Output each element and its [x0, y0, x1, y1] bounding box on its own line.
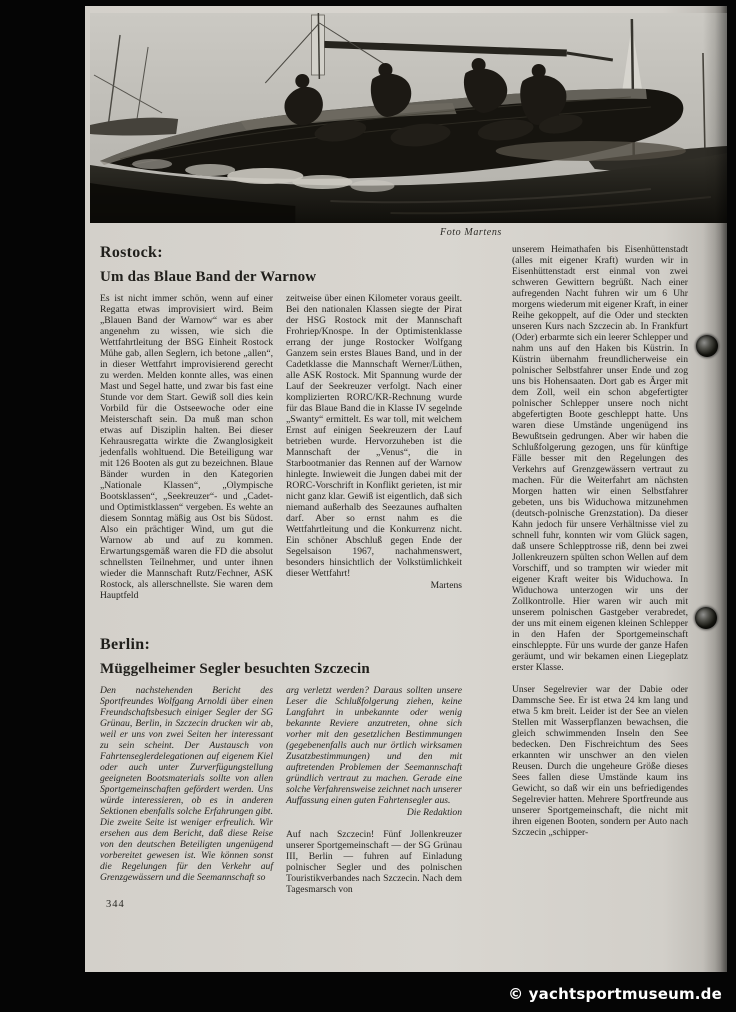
binder-hole-top [696, 335, 718, 357]
article-berlin-intro-column-1: Den nachstehenden Bericht des Sportfreundes Wolfgang Arnoldi über einen Freundschaftsbesuch einiger Segler der SG Grünau, Berlin, in Szczecin drucken wir ab, weil er uns von zwei Seiten her interessant zu sein scheint. Der Austausch von Fahrtenseglerdelegationen auf eigenem Kiel oder auch unter Zurverfügungstellung geeigneten Bootsmaterials sollte von allen Sportgemeinschaften gefördert werden. Uns würde interessieren, ob es in anderen Sektionen ebenfalls solche Erfahrungen gibt. Die zweite Seite ist weniger erfreulich. Wir ersehen aus dem Bericht, daß diese Reise von den deutschen Beteiligten ungenügend vorbereitet gewesen ist. Wie können sonst die Regelungen für den Verkehr auf Grenzgewässern und die Seemannschaft so [100, 685, 273, 883]
continuation-paragraph-2: Unser Segelrevier war der Dabie oder Dammsche See. Er ist etwa 24 km lang und etwa 5 km breit. Leider ist der See an vielen Stellen mit Wasserpflanzen bewachsen, die gleich schwimmenden Inseln den See bedecken. Den Fischreichtum des Sees erkannten wir unschwer an den vielen Reusen. Durch die ungeheure Größe dieses Sees fallen diese Umstände kaum ins Gewicht, so daß wir ein uns befriedigendes Segelrevier hatten. Mehrere Sportfreunde aus unserer Sportgemeinschaft, die nicht mit ihren eigenen Booten, sondern per Auto nach Szczecin „schipper- [512, 684, 688, 838]
article-berlin-intro-column-2-text: arg verletzt werden? Daraus sollten unsere Leser die Schlußfolgerung ziehen, keine Langfahrt in unbekannte oder wenig bekannte Reviere anzutreten, ohne sich vorher mit den gesetzlichen Bestimmungen (gegebenenfalls auch nur örtlich wirksamen Zusatzbestimmungen) und den mit auftretenden Problemen der Seemannschaft gründlich vertraut zu machen. Gerade eine solche Verfahrensweise zeichnet nach unserer Auffassung einen guten Fahrtensegler aus. [286, 685, 462, 806]
article-headline-rostock: Um das Blaue Band der Warnow [100, 269, 317, 285]
page-number: 344 [106, 899, 125, 910]
article-kicker-rostock: Rostock: [100, 244, 163, 261]
binder-hole-bottom [695, 607, 717, 629]
article-berlin-intro-column-2 [286, 685, 462, 895]
article-rostock-column-2-text: zeitweise über einen Kilometer voraus geeilt. Bei den nationalen Klassen siegte der Pirat der HSG Rostock mit der Mannschaft Frohriep/Knospe. In der Optimistenklasse errang der junge Rostocker Wolfgang Ganzem sein erstes Blaues Band, und in der Cadetklasse die Mannschaft Werner/Lüthen, alle ASK Rostock. Mit Spannung wurde der Lauf der Seekreuzer verfolgt. Nach einer komplizierten RORC/KR-Rechnung wurde für das Blaue Band die in Klasse IV segelnde „Swanty“ ermittelt. Es war toll, mit welchem Ernst auf einigen Seekreuzern der Lauf betrieben wurde. Hervorzuheben ist die Mannschaft der „Venus“, die in Starbootmanier das Rennen auf der Warnow hinlegte. Inwieweit die Jungen dabei mit der RORC-Vorschrift in Konflikt gerieten, ist mir nicht ganz klar. Gewiß ist eigentlich, daß sich niemand außerhalb des Seezaunes aufhalten darf. Aber so ernst nahm es die Wettfahrtleitung und die Konkurrenz nicht. Ein schöner Abschluß gegen Ende der Segelsaison 1967, nachahmenswert, besonders hinsichtlich der Volkstümlichkeit dieser Wettfahrt! [286, 293, 462, 579]
sailboat-photo [90, 13, 727, 223]
article-byline-martens: Martens [430, 580, 462, 591]
article-headline-berlin: Müggelheimer Segler besuchten Szczecin [100, 661, 370, 677]
article-rostock-column-2 [286, 293, 462, 591]
magazine-page [85, 6, 727, 972]
sailboat-photo-image [90, 13, 727, 223]
article-rostock-column-1: Es ist nicht immer schön, wenn auf einer Regatta etwas improvisiert wird. Beim „Blauen Band der Warnow“ war es aber angenehm zu wissen, wie sich die Wettfahrtleitung der BSG Einheit Rostock Mühe gab, allen Seglern, ich betone „allen“, in dieser Wettfahrt improvisierend gerecht zu werden. Melden konnte alles, was einen Mast und Segel hatte, und zwar bis fast eine Stunde vor dem Start. Gewiß soll dies kein Vorbild für die Ostseewoche oder eine Meisterschaft sein. Da muß man schon etwas auf Disziplin halten. Bei dieser Kehrausregatta wirkte die Zwanglosigkeit jedenfalls wohltuend. Die Beteiligung war mit 126 Booten als gut zu bezeichnen. Blaue Bänder wurden in den Kategorien „Nationale Klassen“, „Olympische Bootsklassen“, „Seekreuzer“- und „Cadet- und Optimistklassen“ vergeben. Es wehte an diesem Sonntag mäßig aus Ost bis Südost. Also ein prächtiger Wind, um gut die Warnow ab und auf zu kommen. Erwartungsgemäß waren die FD die absolut schnellsten Teilnehmer, und unter ihnen wieder die Mannschaft Rutz/Fechner, ASK Rostock, als allerschnellste. Sie waren dem Hauptfeld [100, 293, 273, 601]
watermark: © yachtsportmuseum.de [508, 985, 722, 1003]
photo-caption: Foto Martens [440, 227, 502, 238]
article-attribution-redaktion: Die Redaktion [406, 807, 462, 818]
article-berlin-body-paragraph: Auf nach Szczecin! Fünf Jollenkreuzer unserer Sportgemeinschaft — der SG Grünau III, Berlin — fuhren auf Einladung polnischer Segler und des polnischen Touristikverbandes nach Szczecin. Nach dem Tagesmarsch von [286, 829, 462, 895]
article-kicker-berlin: Berlin: [100, 636, 151, 653]
continuation-paragraph-1: unserem Heimathafen bis Eisenhüttenstadt (alles mit eigener Kraft) wurden wir in Eisenhüttenstadt erst einmal von zwei schweren Gewittern begrüßt. Nach einer aufregenden Nacht fuhren wir um 6 Uhr morgens wiederum mit eigener Kraft, in einer Reihe gekoppelt, auf die Oder und steckten unseren Kurs nach Szczecin ab. In Frankfurt (Oder) erbarmte sich ein leerer Schlepper und nahm uns auf den Haken bis Küstrin. In Küstrin übernahm freundlicherweise ein polnischer Selbstfahrer unser Ende und zog uns bis Hohensaaten. Dort gab es Ärger mit dem Zoll, weil ein schon abgefertigter polnischer Schlepper unsere noch nicht abgefertigten Boote geschleppt hatte. Uns waren diese Umstände ungenügend ins Bewußtsein gedrungen. Aber wir haben die Schlußfolgerung gezogen, uns für künftige Fälle besser mit den Regelungen des Verkehrs auf Grenzgewässern vertraut zu machen. Für die Weiterfahrt am nächsten Morgen hatten wir einen Selbstfahrer gebeten, uns bis Widuchowa mitzunehmen (deutsch-polnische Grenzstation). Da dieser Kahn jedoch für unsere Verhältnisse viel zu schnell fuhr, konnten wir vom Glück sagen, daß unsere Schlepptrosse riß, denn bei zwei Jollenkreuzern spülten schon Wellen auf dem Vorschiff, und so trampten wir wieder mit eigener Kraft weiter bis Widuchowa. In Widuchowa unterzogen wir uns der Zollkontrolle. Hier waren wir auch mit unserem polnischen Gastgeber verabredet, der uns mit einem eigenen kleinen Schlepper in den Hafen der Sportgemeinschaft einschleppte. Für uns wurde der ganze Hafen geräumt, und wir bekamen einen Liegeplatz erster Klasse. [512, 244, 688, 673]
article-berlin-continuation-column [512, 244, 688, 838]
